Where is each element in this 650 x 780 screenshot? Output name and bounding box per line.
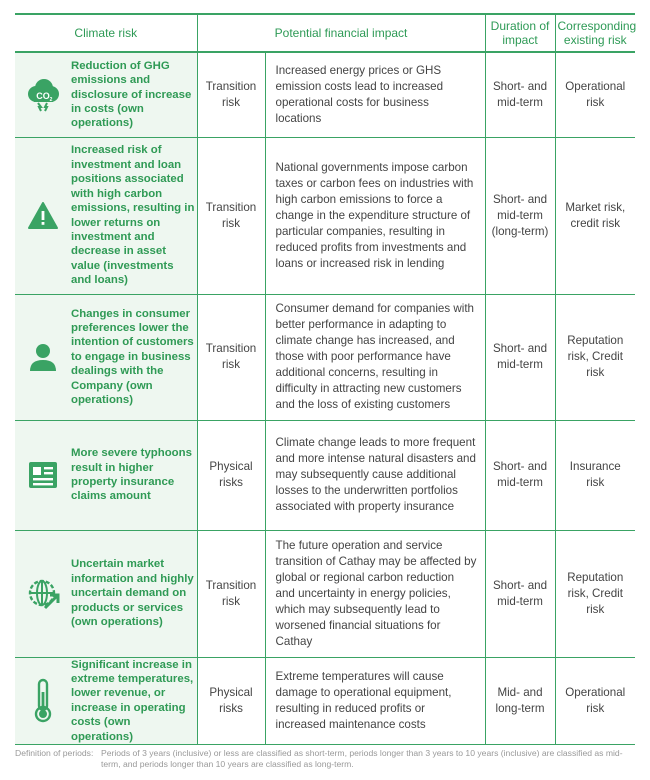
duration-cell: Short- and mid-term (485, 294, 555, 420)
table-row (15, 52, 635, 137)
row-icon-cell (15, 294, 71, 420)
row-icon-cell (15, 420, 71, 530)
climate-risk-cell: Significant increase in extreme temperatures, lower revenue, or increase in operating costs (own operations) (71, 657, 197, 744)
row-icon-cell (15, 530, 71, 657)
risk-type-cell: Transition risk (197, 137, 265, 294)
duration-cell: Short- and mid-term (485, 420, 555, 530)
thermometer-icon (28, 676, 58, 726)
header-potential-impact: Potential financial impact (197, 14, 485, 52)
co2-cloud-icon (23, 75, 63, 115)
row-icon-cell (15, 657, 71, 744)
duration-cell: Short- and mid-term (485, 52, 555, 137)
impact-cell: Consumer demand for companies with better performance in adapting to climate change has increased, and those with poor performance have additional concerns, resulting in difficulty in attracting new customers and the loss of existing customers (265, 294, 485, 420)
footnote-text: Periods of 3 years (inclusive) or less are classified as short-term, periods longer than 3 years to 10 years (inclusive) are classified as mid-term, and periods longer than 10 years are classified as long-term. (101, 748, 623, 769)
table-row (15, 657, 635, 744)
corresponding-risk-cell: Operational risk (555, 52, 635, 137)
climate-risk-cell: Uncertain market information and highly uncertain demand on products or services (own operations) (71, 530, 197, 657)
duration-cell: Short- and mid-term (long-term) (485, 137, 555, 294)
table-row (15, 137, 635, 294)
climate-risk-cell: Increased risk of investment and loan positions associated with high carbon emissions, resulting in lower returns on investment and decrease in asset value (investments and loans) (71, 137, 197, 294)
risk-type-cell: Physical risks (197, 420, 265, 530)
duration-cell: Short- and mid-term (485, 530, 555, 657)
person-icon (26, 340, 60, 374)
corresponding-risk-cell: Insurance risk (555, 420, 635, 530)
header-duration: Duration of impact (485, 14, 555, 52)
row-icon-cell (15, 52, 71, 137)
table-row (15, 530, 635, 657)
climate-risk-table (15, 13, 635, 745)
climate-risk-cell: Reduction of GHG emissions and disclosure of increase in costs (own operations) (71, 52, 197, 137)
corresponding-risk-cell: Operational risk (555, 657, 635, 744)
impact-cell: Increased energy prices or GHS emission costs lead to increased operational costs for business locations (265, 52, 485, 137)
risk-type-cell: Transition risk (197, 530, 265, 657)
impact-cell: Extreme temperatures will cause damage to operational equipment, resulting in reduced profits or increased maintenance costs (265, 657, 485, 744)
risk-type-cell: Transition risk (197, 52, 265, 137)
header-corresponding-risk: Corresponding existing risk (555, 14, 635, 52)
svg-text:CO: CO (36, 90, 50, 101)
risk-type-cell: Physical risks (197, 657, 265, 744)
climate-risk-cell: Changes in consumer preferences lower the intention of customers to engage in business dealings with the Company (own operations) (71, 294, 197, 420)
impact-cell: The future operation and service transition of Cathay may be affected by global or regional carbon reduction and uncertainty in energy policies, which may subsequently lead to worsened financial situations for Cathay (265, 530, 485, 657)
impact-cell: Climate change leads to more frequent and more intense natural disasters and may subsequently cause additional losses to the underwritten portfolios associated with property insurance (265, 420, 485, 530)
svg-text:2: 2 (49, 96, 53, 103)
header-climate-risk: Climate risk (15, 14, 197, 52)
table-row (15, 294, 635, 420)
risk-type-cell: Transition risk (197, 294, 265, 420)
table-row (15, 420, 635, 530)
warning-icon (26, 199, 60, 233)
impact-cell: National governments impose carbon taxes or carbon fees on industries with high carbon emissions to force a change in the expenditure structure of particular companies, resulting in reduced profits from investments and loans or increased risk in lending (265, 137, 485, 294)
footnote-label: Definition of periods: (15, 748, 94, 758)
table-header-row (15, 14, 635, 52)
climate-risk-table-container (15, 13, 635, 745)
row-icon-cell (15, 137, 71, 294)
duration-cell: Mid- and long-term (485, 657, 555, 744)
corresponding-risk-cell: Market risk, credit risk (555, 137, 635, 294)
climate-risk-cell: More severe typhoons result in higher property insurance claims amount (71, 420, 197, 530)
corresponding-risk-cell: Reputation risk, Credit risk (555, 530, 635, 657)
globe-arrow-icon (25, 576, 61, 612)
document-icon (26, 458, 60, 492)
corresponding-risk-cell: Reputation risk, Credit risk (555, 294, 635, 420)
